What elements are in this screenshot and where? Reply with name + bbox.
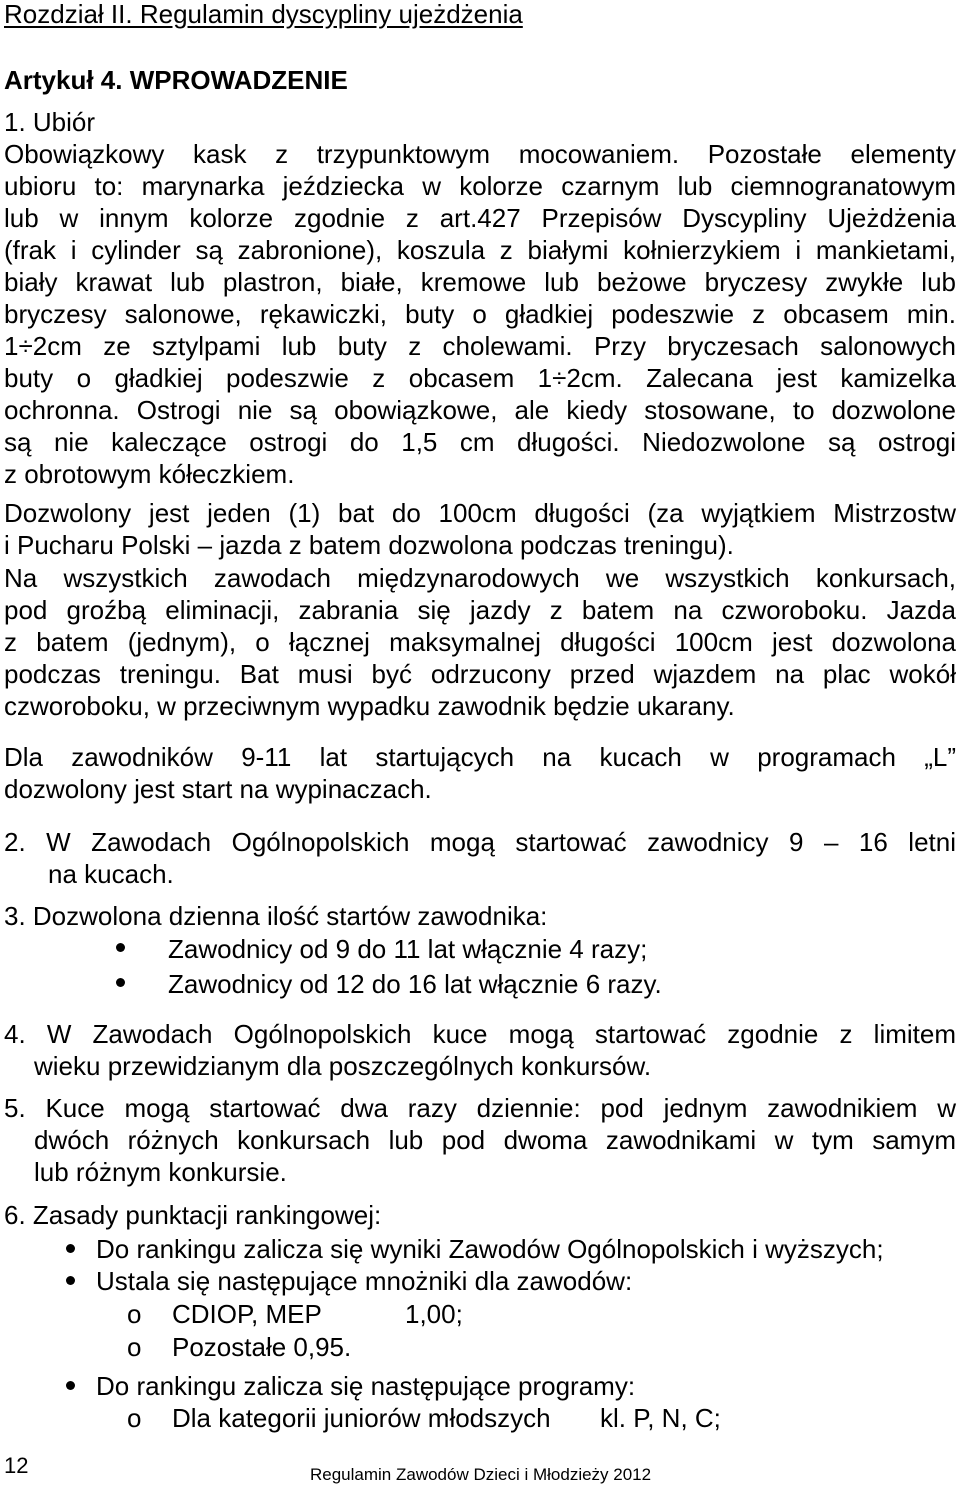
item-6-bullet: Do rankingu zalicza się wyniki Zawodów Ogólnopolskich i wyższych; (96, 1234, 884, 1264)
para1-line: (frak i cylinder są zabronione), koszula z białymi kołnierzykiem i mankietami, (4, 235, 956, 265)
sub-bullet-marker: o (127, 1403, 142, 1433)
para3-line: z batem (jednym), o łącznej maksymalnej długości 100cm jest dozwolona (4, 627, 956, 657)
para2-line: Dozwolony jest jeden (1) bat do 100cm długości (za wyjątkiem Mistrzostw (4, 498, 956, 528)
item-4-line: wieku przewidzianym dla poszczególnych konkursów. (34, 1051, 652, 1081)
para4-line: Dla zawodników 9-11 lat startujących na kucach w programach „L” (4, 742, 956, 772)
item-5-line: 5. Kuce mogą startować dwa razy dziennie: pod jednym zawodnikiem w (4, 1093, 956, 1123)
item-6-bullet: Ustala się następujące mnożniki dla zawodów: (96, 1266, 633, 1296)
para1-line: są nie kaleczące ostrogi do 1,5 cm długości. Niedozwolone są ostrogi (4, 427, 956, 457)
program-value: kl. P, N, C; (600, 1403, 721, 1433)
para1-line: ochronna. Ostrogi nie są obowiązkowe, ale kiedy stosowane, to dozwolone (4, 395, 956, 425)
sub-bullet-marker: o (127, 1332, 142, 1362)
para1-line: Obowiązkowy kask z trzypunktowym mocowaniem. Pozostałe elementy (4, 139, 956, 169)
article-title: Artykuł 4. WPROWADZENIE (4, 65, 348, 95)
sub-bullet-marker: o (127, 1299, 142, 1329)
bullet-icon (66, 1381, 75, 1390)
item-6-heading: 6. Zasady punktacji rankingowej: (4, 1200, 382, 1230)
item-3-bullet: Zawodnicy od 9 do 11 lat włącznie 4 razy; (168, 934, 648, 964)
chapter-title: Rozdział II. Regulamin dyscypliny ujeżdżenia (4, 0, 523, 29)
para3-line: Na wszystkich zawodach międzynarodowych we wszystkich konkursach, (4, 563, 956, 593)
para1-line: buty o gładkiej podeszwie z obcasem 1÷2cm. Zalecana jest kamizelka (4, 363, 956, 393)
multiplier-label: Pozostałe 0,95. (172, 1332, 352, 1362)
para3-line: pod groźbą eliminacji, zabrania się jazdy z batem na czworoboku. Jazda (4, 595, 956, 625)
para1-line: bryczesy salonowe, rękawiczki, buty o gładkiej podeszwie z obcasem min. (4, 299, 956, 329)
running-title: Regulamin Zawodów Dzieci i Młodzieży 2012 (310, 1465, 652, 1484)
multiplier-label: CDIOP, MEP (172, 1299, 322, 1329)
item-4-line: 4. W Zawodach Ogólnopolskich kuce mogą startować zgodnie z limitem (4, 1019, 956, 1049)
para1-last-line: z obrotowym kółeczkiem. (4, 459, 295, 489)
item-6-bullet: Do rankingu zalicza się następujące programy: (96, 1371, 636, 1401)
para2-last-line: i Pucharu Polski – jazda z batem dozwolona podczas treningu). (4, 530, 734, 560)
item-3-bullet: Zawodnicy od 12 do 16 lat włącznie 6 razy. (168, 969, 662, 999)
page-number: 12 (4, 1453, 29, 1478)
bullet-icon (66, 1276, 75, 1285)
bullet-icon (66, 1244, 75, 1253)
bullet-icon (116, 978, 125, 987)
item-2-line: na kucach. (48, 859, 174, 889)
para1-line: 1÷2cm ze sztylpami lub buty z cholewami. Przy bryczesach salonowych (4, 331, 956, 361)
bullet-icon (116, 943, 125, 952)
item-1-heading: 1. Ubiór (4, 107, 96, 137)
item-3-heading: 3. Dozwolona dzienna ilość startów zawodnika: (4, 901, 548, 931)
multiplier-value: 1,00; (405, 1299, 463, 1329)
para3-line: podczas treningu. Bat musi być odrzucony przed wjazdem na plac wokół (4, 659, 956, 689)
para1-line: ubioru to: marynarka jeździecka w kolorze czarnym lub ciemnogranatowym (4, 171, 956, 201)
para4-last-line: dozwolony jest start na wypinaczach. (4, 774, 432, 804)
item-2-line: 2. W Zawodach Ogólnopolskich mogą startować zawodnicy 9 – 16 letni (4, 827, 956, 857)
para1-line: biały krawat lub plastron, białe, kremowe lub beżowe bryczesy zwykłe lub (4, 267, 956, 297)
para1-line: lub w innym kolorze zgodnie z art.427 Przepisów Dyscypliny Ujeżdżenia (4, 203, 956, 233)
program-label: Dla kategorii juniorów młodszych (172, 1403, 551, 1433)
para3-last-line: czworoboku, w przeciwnym wypadku zawodnik będzie ukarany. (4, 691, 735, 721)
item-5-line: lub różnym konkursie. (34, 1157, 287, 1187)
item-5-line: dwóch różnych konkursach lub pod dwoma zawodnikami w tym samym (34, 1125, 956, 1155)
